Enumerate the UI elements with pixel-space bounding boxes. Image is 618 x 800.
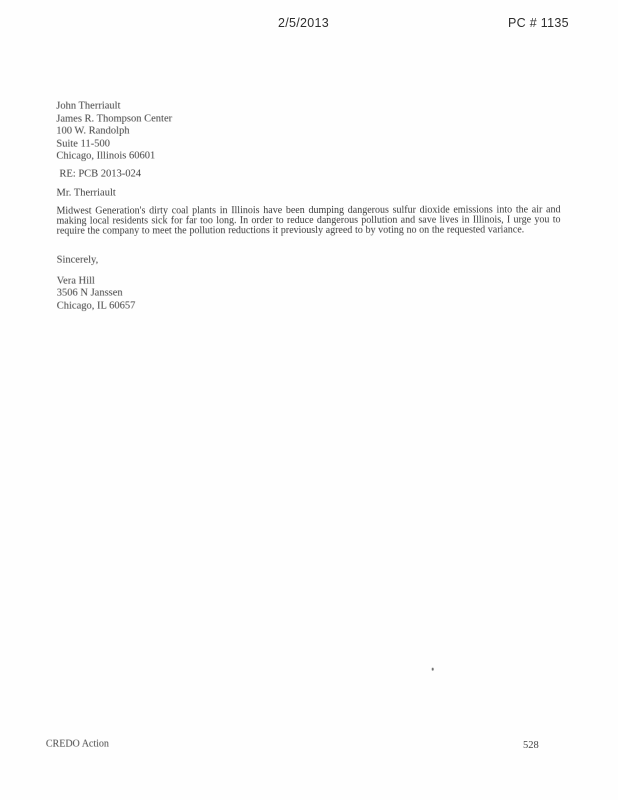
recipient-city: Chicago, Illinois 60601 — [56, 150, 156, 163]
closing: Sincerely, — [56, 254, 99, 266]
reference-line: RE: PCB 2013-024 — [59, 168, 142, 180]
recipient-address-block — [56, 100, 172, 163]
recipient-name: John Therriault — [56, 100, 121, 112]
salutation: Mr. Therriault — [56, 187, 116, 199]
recipient-street: 100 W. Randolph — [56, 125, 130, 137]
letter-body-paragraph: Midwest Generation's dirty coal plants in Illinois have been dumping dangerous sulfur dioxide emissions into the air and making local residents sick for far too long. In order to reduce dangerous pollution and save lives in Illinois, I urge you to require the company to meet the pollution reductions it previously agreed to by voting no on the requested variance. — [56, 204, 561, 237]
footer-organization: CREDO Action — [45, 738, 109, 750]
recipient-suite: Suite 11-500 — [56, 138, 110, 150]
recipient-building: James R. Thompson Center — [56, 112, 173, 125]
signer-name: Vera Hill — [56, 275, 95, 287]
signer-city: Chicago, IL 60657 — [56, 300, 136, 312]
header-date: 2/5/2013 — [278, 16, 330, 30]
signature-block — [57, 275, 136, 312]
header-doc-number: PC # 1135 — [508, 16, 569, 30]
scan-artifact-speck — [432, 668, 434, 671]
footer-page-number: 528 — [523, 740, 539, 751]
signer-street: 3506 N Janssen — [56, 287, 123, 300]
